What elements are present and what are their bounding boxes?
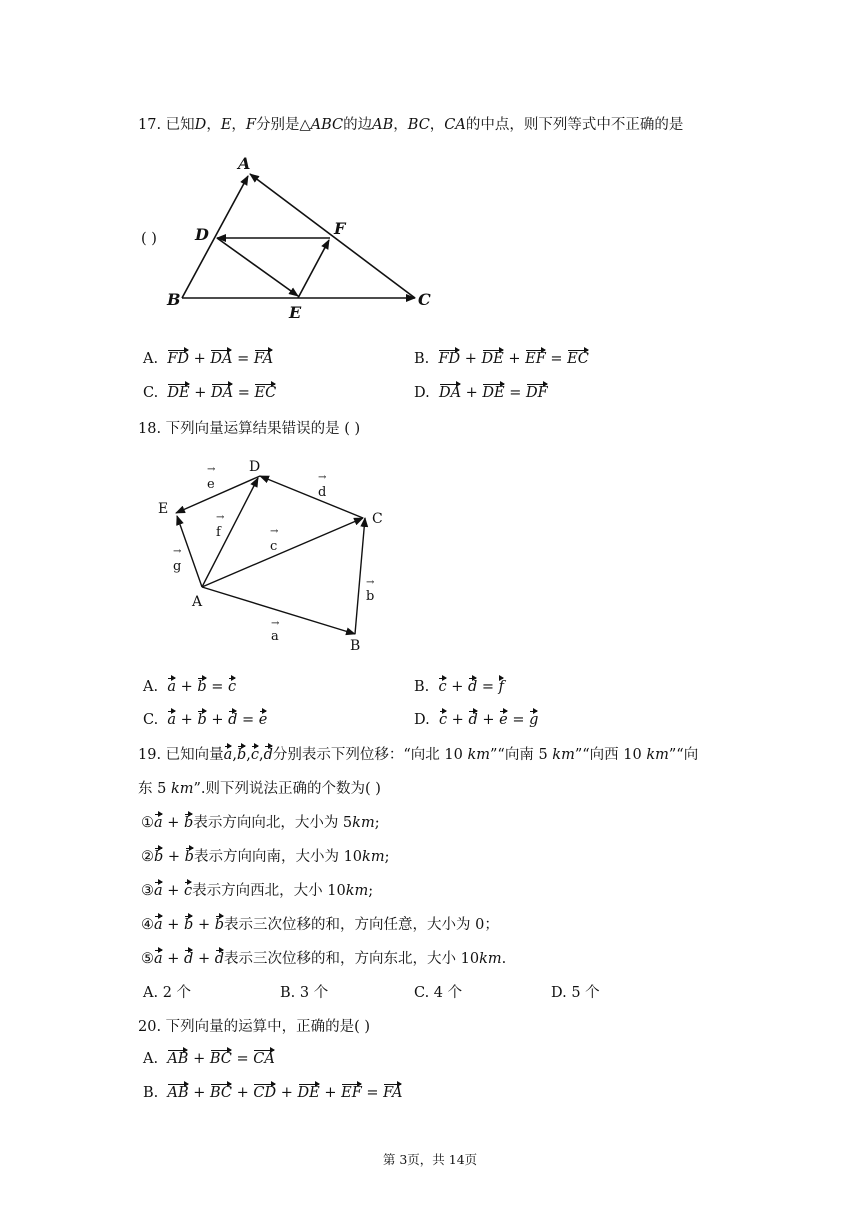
svg-text:→: → [216, 512, 225, 523]
q18-option-d[interactable]: D. c + d + e = g [414, 709, 538, 728]
point-C: C [372, 511, 383, 527]
page-footer: 第 3页，共 14页 [382, 1152, 478, 1167]
q17-figure [160, 150, 450, 325]
point-D: D [249, 459, 261, 475]
q19-item-4: ④a + b + b表示三次位移的和，方向任意，大小为 0； [141, 913, 499, 934]
point-B: B [350, 638, 361, 654]
q19-item-5: ⑤a + d + d表示三次位移的和，方向东北，大小 10km. [141, 947, 506, 968]
q17-option-d[interactable]: D. DA + DE = DF [414, 382, 548, 401]
label-B: B [167, 290, 181, 309]
label-f: f [216, 525, 221, 540]
q17-option-b[interactable]: B. FD + DE + EF = EC [414, 348, 589, 367]
vector-c [202, 518, 363, 587]
vector-d [260, 476, 363, 518]
q17-stem: 17. 已知D，E，F分别是△ABC的边AB，BC，CA的中点，则下列等式中不正确的是 [138, 117, 684, 133]
label-D: D [195, 225, 209, 244]
label-e: e [207, 477, 215, 492]
q18-option-a[interactable]: A. a + b = c [143, 676, 236, 695]
point-E: E [158, 501, 169, 517]
segment-DE [217, 238, 298, 296]
svg-text:→: → [207, 464, 216, 475]
svg-text:→: → [173, 546, 182, 557]
segment-EF [298, 240, 329, 298]
q17-option-c[interactable]: C. DE + DA = EC [143, 382, 276, 401]
vector-f [202, 478, 258, 587]
q19-item-3: ③a + c表示方向西北，大小 10km; [141, 879, 373, 900]
q19-option-c[interactable]: C. 4 个 [414, 985, 463, 1001]
label-c: c [270, 539, 278, 554]
label-a: a [271, 629, 279, 644]
svg-text:→: → [271, 618, 280, 629]
q18-figure [150, 452, 400, 657]
svg-text:→: → [366, 577, 375, 588]
q17-paren: ( ) [141, 231, 157, 247]
vector-b [355, 518, 365, 634]
q18-stem: 18. 下列向量运算结果错误的是 ( ) [138, 421, 361, 437]
segment-BA [182, 176, 248, 298]
svg-text:→: → [318, 472, 327, 483]
q19-option-d[interactable]: D. 5 个 [551, 985, 600, 1001]
q19-item-1: ①a + b表示方向向北，大小为 5km; [141, 811, 380, 832]
point-A: A [192, 594, 203, 610]
q19-stem-line1: 19. 已知向量a,b,c,d分别表示下列位移：“向北 10 km”“向南 5 km”“向西 10 km”“向 [138, 743, 698, 764]
label-C: C [418, 290, 431, 309]
q17-option-a[interactable]: A. FD + DA = FA [143, 348, 273, 367]
svg-text:→: → [270, 526, 279, 537]
q19-item-2: ②b + b表示方向向南，大小为 10km; [141, 845, 389, 866]
vector-e [176, 476, 260, 513]
label-b: b [366, 589, 375, 604]
q20-option-a[interactable]: A. AB + BC = CA [143, 1048, 275, 1067]
q19-stem-line2: 东 5 km”.则下列说法正确的个数为( ) [138, 781, 381, 797]
label-E: E [289, 303, 302, 322]
q19-option-b[interactable]: B. 3 个 [280, 985, 329, 1001]
q19-option-a[interactable]: A. 2 个 [143, 985, 192, 1001]
label-A: A [238, 154, 251, 173]
q18-option-c[interactable]: C. a + b + d = e [143, 709, 267, 728]
q20-stem: 20. 下列向量的运算中，正确的是( ) [138, 1019, 371, 1035]
q20-option-b[interactable]: B. AB + BC + CD + DE + EF = FA [143, 1082, 402, 1101]
label-F: F [334, 219, 346, 238]
q18-option-b[interactable]: B. c + d = f [414, 676, 504, 695]
label-d: d [318, 485, 327, 500]
label-g: g [173, 559, 182, 574]
